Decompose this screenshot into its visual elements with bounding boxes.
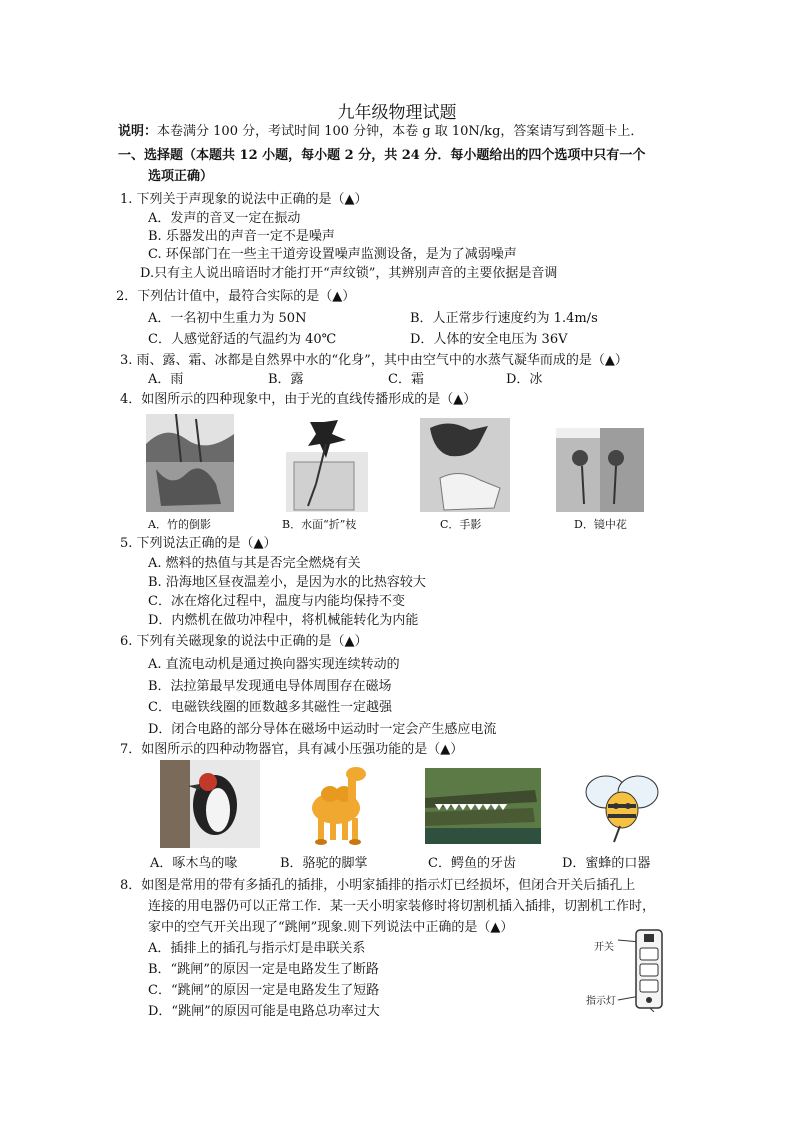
q2-stem: 2．下列估计值中，最符合实际的是（▲） xyxy=(116,289,356,304)
q7-caption-d: D．蜜蜂的口器 xyxy=(562,856,651,871)
instructions xyxy=(118,123,643,140)
photo-woodpecker xyxy=(160,760,260,848)
q4-stem: 4．如图所示的四种现象中，由于光的直线传播形成的是（▲） xyxy=(120,392,477,407)
instructions-text: 本卷满分 100 分，考试时间 100 分钟，本卷 g 取 10N/kg，答案请写到答题卡上． xyxy=(157,124,644,139)
q4-caption-d: D．镜中花 xyxy=(574,518,627,531)
q7-caption-c: C．鳄鱼的牙齿 xyxy=(428,856,516,871)
q3-option-a: A．雨 xyxy=(148,372,184,387)
q7-caption-a: A．啄木鸟的喙 xyxy=(150,856,238,871)
q5-option-c: C．冰在熔化过程中，温度与内能均保持不变 xyxy=(148,594,405,609)
illustration-bee xyxy=(580,766,664,846)
q3-option-c: C．霜 xyxy=(388,372,424,387)
q8-stem-line2: 连接的用电器仍可以正常工作．某一天小明家装修时将切割机插入插排，切割机工作时， xyxy=(148,899,656,914)
q8-stem-line1: 8．如图是常用的带有多插孔的插排，小明家插排的指示灯已经损坏，但闭合开关后插孔上 xyxy=(120,878,636,893)
q8-stem-line3: 家中的空气开关出现了“跳闸”现象.则下列说法中正确的是（▲） xyxy=(148,920,514,935)
photo-hand-shadow xyxy=(420,418,510,512)
q5-option-a: A. 燃料的热值与其是否完全燃烧有关 xyxy=(148,556,361,571)
q6-option-a: A. 直流电动机是通过换向器实现连续转动的 xyxy=(148,657,400,672)
q1-option-b: B. 乐器发出的声音一定不是噪声 xyxy=(148,229,335,244)
q1-option-d: D.只有主人说出暗语时才能打开“声纹锁”，其辨别声音的主要依据是音调 xyxy=(140,266,558,281)
q4-caption-a: A．竹的倒影 xyxy=(148,518,211,531)
q1-option-c: C. 环保部门在一些主干道旁设置噪声监测设备，是为了减弱噪声 xyxy=(148,247,517,262)
q5-option-b: B. 沿海地区昼夜温差小，是因为水的比热容较大 xyxy=(148,575,426,590)
section-heading-cont: 选项正确） xyxy=(148,169,214,184)
fig-label-switch: 开关 xyxy=(594,942,614,953)
q5-stem: 5. 下列说法正确的是（▲） xyxy=(120,536,277,551)
fig-label-indicator: 指示灯 xyxy=(586,996,616,1007)
q4-caption-b: B．水面“折”枝 xyxy=(282,518,357,531)
q8-option-c: C．“跳闸”的原因一定是电路发生了短路 xyxy=(148,983,380,998)
photo-mirror-flower xyxy=(556,428,644,512)
q6-option-b: B．法拉第最早发现通电导体周围存在磁场 xyxy=(148,679,392,694)
q2-option-a: A．一名初中生重力为 50N xyxy=(148,311,307,326)
q3-stem: 3. 雨、露、霜、冰都是自然界中水的“化身”，其中由空气中的水蒸气凝华而成的是（▲） xyxy=(120,353,628,368)
q3-option-d: D．冰 xyxy=(506,372,543,387)
q1-option-a: A．发声的音叉一定在振动 xyxy=(148,211,301,226)
q8-option-b: B．“跳闸”的原因一定是电路发生了断路 xyxy=(148,962,379,977)
q7-caption-b: B．骆驼的脚掌 xyxy=(280,856,368,871)
q3-option-b: B．露 xyxy=(268,372,304,387)
q8-option-a: A．插排上的插孔与指示灯是串联关系 xyxy=(148,941,366,956)
q5-option-d: D．内燃机在做功冲程中，将机械能转化为内能 xyxy=(148,613,419,628)
photo-bamboo-reflection xyxy=(146,414,234,512)
q7-stem: 7．如图所示的四种动物器官，具有减小压强功能的是（▲） xyxy=(120,742,464,757)
section-heading: 一、选择题（本题共 12 小题，每小题 2 分，共 24 分．每小题给出的四个选项中只有一个 xyxy=(118,148,646,163)
q4-caption-c: C．手影 xyxy=(440,518,482,531)
illustration-camel xyxy=(292,762,374,848)
q6-option-c: C．电磁铁线圈的匝数越多其磁性一定越强 xyxy=(148,700,392,715)
q1-stem: 1. 下列关于声现象的说法中正确的是（▲） xyxy=(120,192,368,207)
q8-option-d: D．“跳闸”的原因可能是电路总功率过大 xyxy=(148,1004,380,1019)
photo-bent-stick-in-water xyxy=(286,414,368,512)
q6-option-d: D．闭合电路的部分导体在磁场中运动时一定会产生感应电流 xyxy=(148,722,497,737)
photo-crocodile xyxy=(425,768,541,844)
q2-option-c: C．人感觉舒适的气温约为 40℃ xyxy=(148,332,337,347)
figure-power-strip xyxy=(614,928,670,1012)
q2-option-b: B．人正常步行速度约为 1.4m/s xyxy=(410,311,598,326)
q2-option-d: D．人体的安全电压为 36V xyxy=(410,332,568,347)
instructions-label: 说明： xyxy=(118,124,158,139)
q6-stem: 6. 下列有关磁现象的说法中正确的是（▲） xyxy=(120,634,368,649)
page-title: 九年级物理试题 xyxy=(337,103,457,123)
